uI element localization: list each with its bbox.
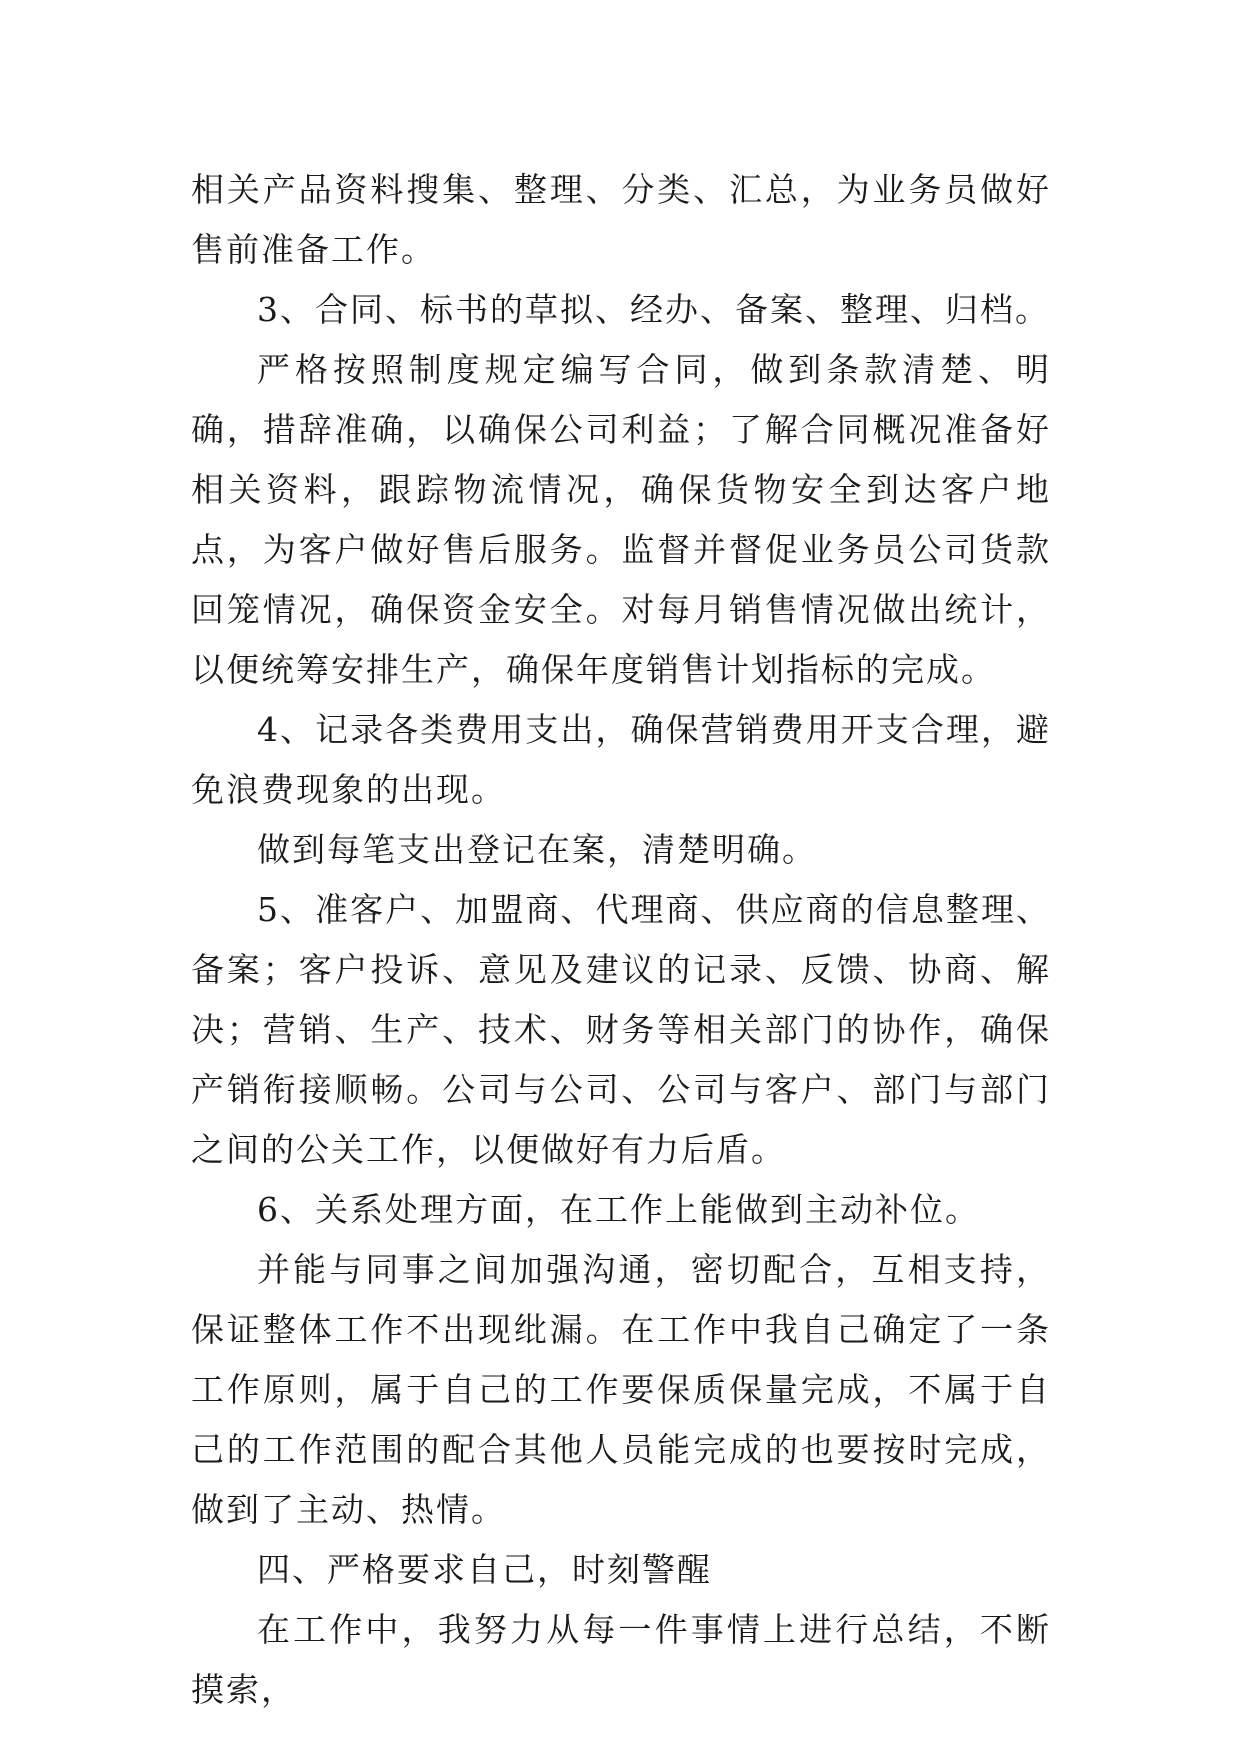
paragraph-8: 并能与同事之间加强沟通，密切配合，互相支持，保证整体工作不出现纰漏。在工作中我自己确定了一条工作原则，属于自己的工作要保质保量完成，不属于自己的工作范围的配合其他人员能完成的也要按时完成，做到了主动、热情。 xyxy=(191,1250,1051,1529)
paragraph-5: 做到每笔支出登记在案，清楚明确。 xyxy=(257,830,817,869)
paragraph-4-heading-expenses: 4、记录各类费用支出，确保营销费用开支合理，避免浪费现象的出现。 xyxy=(191,710,1051,809)
paragraph-2-heading-contracts: 3、合同、标书的草拟、经办、备案、整理、归档。 xyxy=(257,290,1050,329)
section-heading-four: 四、严格要求自己，时刻警醒 xyxy=(257,1550,712,1589)
body-text xyxy=(191,160,1051,1720)
paragraph-6-heading-clients: 5、准客户、加盟商、代理商、供应商的信息整理、备案；客户投诉、意见及建议的记录、反馈、协商、解决；营销、生产、技术、财务等相关部门的协作，确保产销衔接顺畅。公司与公司、公司与客户、部门与部门之间的公关工作，以便做好有力后盾。 xyxy=(191,890,1051,1169)
paragraph-10: 在工作中，我努力从每一件事情上进行总结，不断摸索， xyxy=(191,1610,1051,1709)
paragraph-7-heading-relations: 6、关系处理方面，在工作上能做到主动补位。 xyxy=(257,1190,980,1229)
paragraph-3: 严格按照制度规定编写合同，做到条款清楚、明确，措辞准确，以确保公司利益；了解合同概况准备好相关资料，跟踪物流情况，确保货物安全到达客户地点，为客户做好售后服务。监督并督促业务员公司货款回笼情况，确保资金安全。对每月销售情况做出统计，以便统筹安排生产，确保年度销售计划指标的完成。 xyxy=(191,350,1051,689)
paragraph-1: 相关产品资料搜集、整理、分类、汇总，为业务员做好售前准备工作。 xyxy=(191,170,1051,269)
